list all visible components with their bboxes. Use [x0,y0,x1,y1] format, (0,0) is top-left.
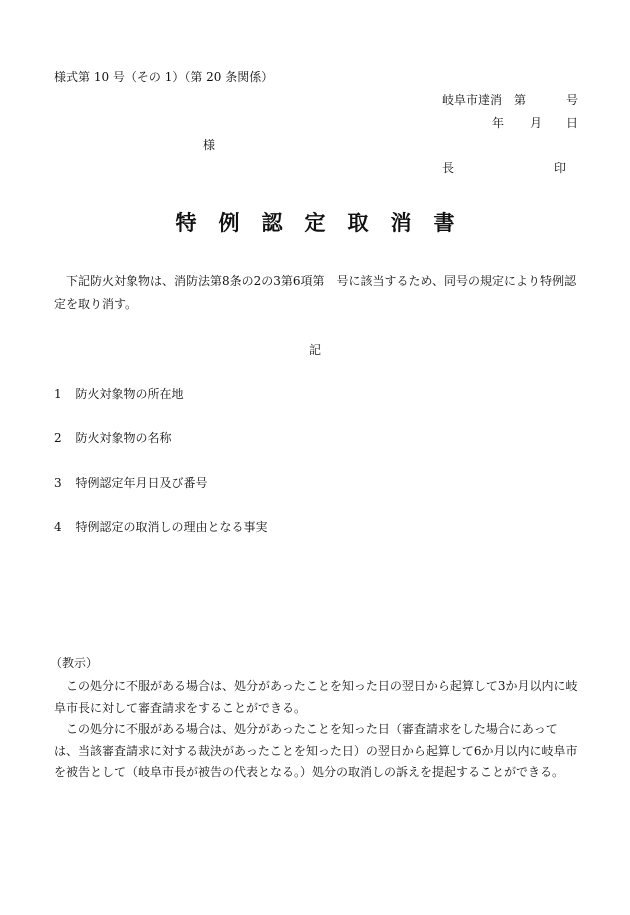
item-number: 3 [54,476,62,490]
kyoji-paragraph-1: この処分に不服がある場合は、処分があったことを知った日の翌日から起算して3か月以内に岐阜市長に対して審査請求をすることができる。 [54,679,578,715]
kyoji-heading: （教示） [50,656,99,670]
body-text: 下記防火対象物は、消防法第8条の2の3第6項第 号に該当するため、同号の規定により特例認定を取り消す。 [54,274,577,311]
document-number-suffix: 号 [566,93,579,107]
item-label: 特例認定年月日及び番号 [75,476,208,490]
chief-title: 長 [442,161,455,175]
list-item [54,477,207,489]
date-year: 年 [492,116,505,130]
document-title: 特例認定取消書 [175,211,477,235]
item-number: 1 [54,387,62,401]
date-month: 月 [530,116,543,130]
document-number-prefix: 岐阜市達消 第 [442,93,527,107]
list-item [54,521,267,533]
list-item [54,388,183,400]
form-label: 様式第 10 号（その 1）（第 20 条関係） [54,70,274,84]
item-number: 2 [54,431,62,445]
list-item [54,432,171,444]
date-day: 日 [566,116,579,130]
kyoji-paragraph-2: この処分に不服がある場合は、処分があったことを知った日（審査請求をした場合にあっては、当該審査請求に対する裁決があったことを知った日）の翌日から起算して6か月以内に岐阜市を被告として（岐阜市長が被告の代表となる。）処分の取消しの訴えを提起することができる。 [54,722,578,779]
seal-mark: 印 [554,161,567,175]
addressee-honorific: 様 [203,138,216,152]
ki-label: 記 [308,343,321,357]
item-label: 特例認定の取消しの理由となる事実 [75,520,268,534]
item-number: 4 [54,520,62,534]
item-label: 防火対象物の所在地 [75,387,184,401]
item-label: 防火対象物の名称 [75,431,172,445]
